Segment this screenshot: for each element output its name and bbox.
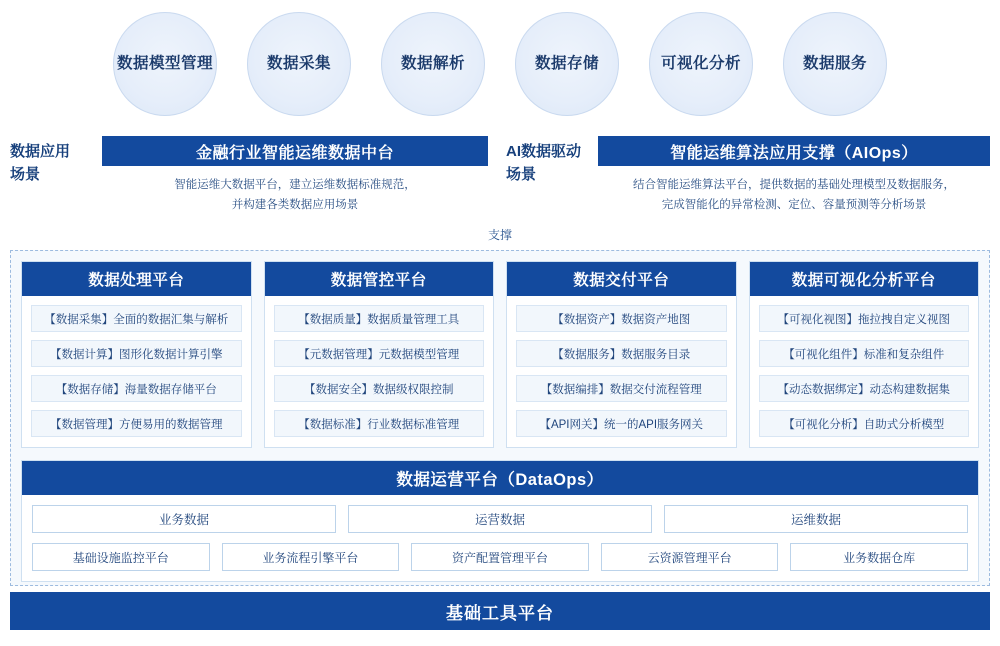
dataops-title: 数据运营平台（DataOps） [22,461,978,495]
platform-title: 数据可视化分析平台 [750,262,979,296]
bubble-item [381,12,485,116]
base-tool-platform-bar: 基础工具平台 [10,592,990,630]
platform-item[interactable]: 【数据服务】数据服务目录 [516,340,727,367]
platform-item[interactable]: 【数据质量】数据质量管理工具 [274,305,485,332]
scenario-body [598,136,990,215]
scenario-block-ai-driven [506,136,990,222]
platform-item[interactable]: 【数据计算】图形化数据计算引擎 [31,340,242,367]
scenario-title: 智能运维算法应用支撑（AIOps） [598,136,990,166]
scenario-description-line2: 并构建各类数据应用场景 [231,199,359,212]
scenario-row [10,136,990,222]
dataops-cell[interactable]: 基础设施监控平台 [32,543,210,571]
bubble-label: 可视化分析 [660,54,741,72]
platform-item[interactable]: 【元数据管理】元数据模型管理 [274,340,485,367]
bubble-item [247,12,351,116]
dataops-cell[interactable]: 运维数据 [664,505,968,533]
bubble-item [515,12,619,116]
platform-data-processing [21,261,252,448]
dataops-cell[interactable]: 云资源管理平台 [601,543,779,571]
platform-item[interactable]: 【数据资产】数据资产地图 [516,305,727,332]
scenario-description-line1: 智能运维大数据平台，建立运维数据标准规范， [174,179,416,191]
bubble-item [783,12,887,116]
bubble-item [649,12,753,116]
bubble-label: 数据采集 [266,54,331,72]
scenario-side-label-line1: 数据应用 [10,143,71,160]
dataops-secondary-row [22,533,978,571]
platform-item[interactable]: 【动态数据绑定】动态构建数据集 [759,375,970,402]
dataops-cell[interactable]: 业务数据 [32,505,336,533]
platform-item[interactable]: 【数据编排】数据交付流程管理 [516,375,727,402]
scenario-side-label-line2: 场景 [506,166,537,184]
platform-item[interactable]: 【数据管理】方便易用的数据管理 [31,410,242,437]
platform-item[interactable]: 【数据标准】行业数据标准管理 [274,410,485,437]
platform-item[interactable]: 【API网关】统一的API服务网关 [516,410,727,437]
scenario-description [598,166,990,215]
scenario-body [102,136,488,215]
bubble-label: 数据模型管理 [116,54,213,72]
support-label: 支撑 [487,228,512,242]
scenario-title: 金融行业智能运维数据中台 [102,136,488,166]
bubble-label: 数据存储 [534,54,599,72]
scenario-side-label-line2: 场景 [10,166,41,184]
platform-title: 数据交付平台 [507,262,736,296]
bubble-item [113,12,217,116]
platform-data-visualization [749,261,980,448]
scenario-description [102,166,488,215]
scenario-side-label-line1: AI数据驱动 [506,143,582,160]
bubble-label: 数据服务 [802,54,867,72]
scenario-side-label [10,136,102,187]
platform-title: 数据处理平台 [22,262,251,296]
scenario-description-line1: 结合智能运维算法平台，提供数据的基础处理模型及数据服务， [633,179,955,191]
platform-item[interactable]: 【可视化组件】标准和复杂组件 [759,340,970,367]
dataops-cell[interactable]: 运营数据 [348,505,652,533]
platform-item-list [750,296,979,447]
scenario-side-label [506,136,598,187]
platform-data-governance [264,261,495,448]
dataops-section [21,460,979,582]
platform-item-list [507,296,736,447]
platform-container [10,250,990,586]
platform-item[interactable]: 【数据采集】全面的数据汇集与解析 [31,305,242,332]
dataops-cell[interactable]: 业务流程引擎平台 [222,543,400,571]
platform-item[interactable]: 【可视化分析】自助式分析模型 [759,410,970,437]
bubble-label: 数据解析 [400,54,465,72]
platform-data-delivery [506,261,737,448]
platform-item-list [22,296,251,447]
dataops-cell[interactable]: 资产配置管理平台 [411,543,589,571]
platform-item[interactable]: 【数据存储】海量数据存储平台 [31,375,242,402]
platform-item[interactable]: 【可视化视图】拖拉拽自定义视图 [759,305,970,332]
platform-item[interactable]: 【数据安全】数据级权限控制 [274,375,485,402]
platform-item-list [265,296,494,447]
scenario-block-data-application [10,136,488,222]
dataops-cell[interactable]: 业务数据仓库 [790,543,968,571]
platform-columns [21,261,979,448]
dataops-primary-row [22,495,978,533]
platform-title: 数据管控平台 [265,262,494,296]
capability-bubbles [0,8,1000,120]
scenario-description-line2: 完成智能化的异常检测、定位、容量预测等分析场景 [661,199,927,212]
